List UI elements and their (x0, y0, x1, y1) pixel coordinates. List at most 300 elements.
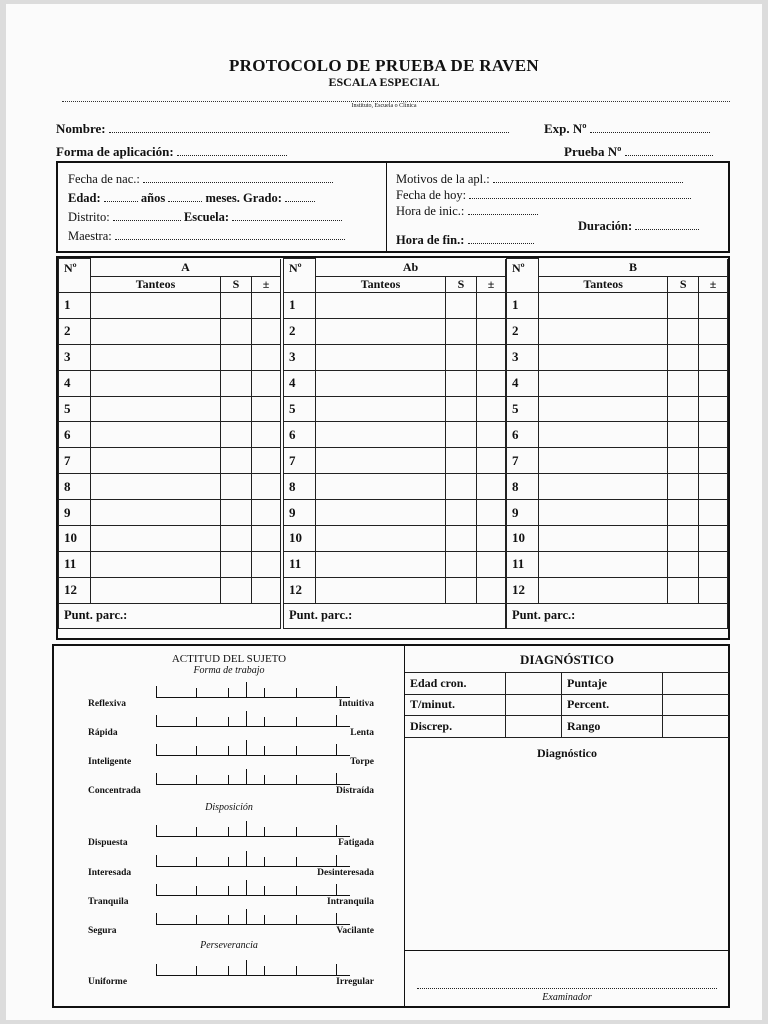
row-number: 12 (507, 577, 539, 603)
motivos-label: Motivos de la apl.: (396, 172, 490, 186)
answer-row (59, 500, 281, 526)
tanteos-header: Tanteos (91, 277, 221, 293)
scale-tick (246, 851, 247, 867)
scale-right-label: Lenta (350, 728, 374, 738)
answer-row (284, 448, 506, 474)
s-cell[interactable] (221, 474, 252, 500)
maestra-field[interactable] (68, 229, 345, 244)
pm-cell[interactable] (699, 422, 728, 448)
pm-cell[interactable] (252, 500, 281, 526)
pm-cell[interactable] (699, 551, 728, 577)
pm-cell[interactable] (477, 318, 506, 344)
answer-row (59, 293, 281, 319)
edad-field[interactable] (68, 191, 315, 206)
attitude-scale-3[interactable] (156, 769, 350, 785)
s-cell[interactable] (668, 500, 699, 526)
s-cell[interactable] (446, 500, 477, 526)
forma-field[interactable] (56, 144, 287, 160)
s-cell[interactable] (221, 526, 252, 552)
tanteos-cell[interactable] (316, 474, 446, 500)
scale-tick (228, 857, 229, 867)
scale-tick (196, 915, 197, 925)
series-header: Ab (316, 259, 506, 277)
scale-tick (296, 746, 297, 756)
row-number: 11 (59, 551, 91, 577)
answer-row (59, 318, 281, 344)
pm-cell[interactable] (252, 318, 281, 344)
tanteos-cell[interactable] (538, 577, 667, 603)
rango-cell[interactable] (663, 716, 730, 738)
s-cell[interactable] (668, 293, 699, 319)
pm-header: ± (699, 277, 728, 293)
attitude-scale-8[interactable] (156, 960, 350, 976)
answer-row (59, 448, 281, 474)
pm-cell[interactable] (252, 344, 281, 370)
discrep-cell[interactable] (506, 716, 562, 738)
row-number: 11 (507, 551, 539, 577)
scale-tick (264, 857, 265, 867)
exp-label: Exp. Nº (544, 121, 587, 136)
answer-block-1 (283, 258, 506, 629)
pm-cell[interactable] (252, 474, 281, 500)
maestra-dots (115, 229, 345, 240)
tanteos-cell[interactable] (91, 293, 221, 319)
tanteos-cell[interactable] (91, 474, 221, 500)
scale-left-label: Segura (88, 926, 117, 936)
row-number: 12 (59, 577, 91, 603)
scale-line (156, 755, 350, 756)
punt-row (507, 603, 728, 628)
s-cell[interactable] (668, 344, 699, 370)
s-cell[interactable] (668, 448, 699, 474)
pm-cell[interactable] (699, 396, 728, 422)
anos-label: años (140, 191, 166, 205)
tanteos-cell[interactable] (538, 370, 667, 396)
hora-inic-dots (468, 204, 538, 215)
attitude-scale-0[interactable] (156, 682, 350, 698)
s-cell[interactable] (221, 422, 252, 448)
s-cell[interactable] (668, 370, 699, 396)
tanteos-cell[interactable] (91, 448, 221, 474)
scale-tick (336, 913, 337, 925)
scale-right-label: Irregular (336, 977, 374, 987)
pm-cell[interactable] (252, 396, 281, 422)
answer-row (507, 370, 728, 396)
hora-inic-field[interactable] (396, 204, 538, 219)
tanteos-cell[interactable] (91, 344, 221, 370)
num-header: Nº (507, 259, 539, 293)
tanteos-cell[interactable] (538, 526, 667, 552)
tanteos-cell[interactable] (91, 396, 221, 422)
diag-row-1 (405, 673, 729, 695)
scale-tick (246, 821, 247, 837)
tanteos-cell[interactable] (316, 344, 446, 370)
fecha-hoy-label: Fecha de hoy: (396, 188, 467, 202)
scale-tick (296, 915, 297, 925)
s-cell[interactable] (221, 577, 252, 603)
s-cell[interactable] (446, 551, 477, 577)
pm-cell[interactable] (477, 474, 506, 500)
attitude-scale-6[interactable] (156, 880, 350, 896)
answer-row (507, 500, 728, 526)
answer-grid (56, 256, 730, 640)
attitude-scale-5[interactable] (156, 851, 350, 867)
row-number: 6 (507, 422, 539, 448)
attitude-panel (54, 646, 404, 1006)
answer-row (507, 344, 728, 370)
edad-label: Edad: (68, 191, 101, 205)
attitude-scale-1[interactable] (156, 711, 350, 727)
row-number: 3 (507, 344, 539, 370)
s-cell[interactable] (668, 318, 699, 344)
s-cell[interactable] (668, 551, 699, 577)
block-header-row (59, 259, 281, 277)
s-cell[interactable] (221, 370, 252, 396)
scale-tick (336, 855, 337, 867)
scale-tick (336, 744, 337, 756)
tanteos-cell[interactable] (316, 318, 446, 344)
distrito-label: Distrito: (68, 210, 110, 224)
scale-tick (196, 857, 197, 867)
tanteos-cell[interactable] (538, 318, 667, 344)
tanteos-cell[interactable] (91, 577, 221, 603)
scale-tick (246, 711, 247, 727)
pm-cell[interactable] (252, 370, 281, 396)
punt-parc-cell[interactable]: Punt. parc.: (284, 603, 506, 628)
scale-tick (336, 884, 337, 896)
scale-tick (264, 717, 265, 727)
punt-parc-cell[interactable]: Punt. parc.: (59, 603, 281, 628)
pm-cell[interactable] (477, 293, 506, 319)
pm-header: ± (477, 277, 506, 293)
num-header: Nº (284, 259, 316, 293)
escuela-label: Escuela: (183, 210, 230, 224)
distrito-field[interactable] (68, 210, 342, 225)
scale-line (156, 866, 350, 867)
scale-tick (228, 886, 229, 896)
s-cell[interactable] (446, 448, 477, 474)
s-cell[interactable] (221, 293, 252, 319)
answer-row (507, 318, 728, 344)
nombre-dots (109, 122, 509, 133)
info-box (56, 161, 730, 253)
pm-cell[interactable] (477, 551, 506, 577)
row-number: 6 (284, 422, 316, 448)
tanteos-cell[interactable] (538, 500, 667, 526)
tanteos-cell[interactable] (91, 551, 221, 577)
pm-cell[interactable] (252, 448, 281, 474)
scale-left-label: Concentrada (88, 786, 141, 796)
answer-row (59, 344, 281, 370)
answer-row (59, 577, 281, 603)
t-minut-cell[interactable] (506, 694, 562, 716)
hora-inic-label: Hora de inic.: (396, 204, 465, 218)
diagnostic-table (405, 672, 729, 738)
meses-grado-label: meses. Grado: (205, 191, 282, 205)
tanteos-cell[interactable] (316, 526, 446, 552)
pm-cell[interactable] (252, 293, 281, 319)
s-cell[interactable] (668, 526, 699, 552)
tanteos-cell[interactable] (538, 422, 667, 448)
answer-row (284, 577, 506, 603)
scale-tick (246, 880, 247, 896)
pm-cell[interactable] (252, 577, 281, 603)
row-number: 4 (284, 370, 316, 396)
edad-cron-cell[interactable] (506, 673, 562, 695)
institution-field[interactable] (62, 101, 730, 102)
scale-tick (228, 966, 229, 976)
s-cell[interactable] (221, 500, 252, 526)
scale-tick (196, 717, 197, 727)
scale-tick (264, 688, 265, 698)
s-cell[interactable] (446, 422, 477, 448)
tanteos-cell[interactable] (91, 370, 221, 396)
row-number: 7 (59, 448, 91, 474)
tanteos-cell[interactable] (91, 526, 221, 552)
s-header: S (446, 277, 477, 293)
page-title: PROTOCOLO DE PRUEBA DE RAVEN (228, 56, 540, 75)
scale-right-label: Intuitiva (338, 699, 374, 709)
row-number: 3 (59, 344, 91, 370)
row-number: 10 (284, 526, 316, 552)
scale-tick (264, 746, 265, 756)
row-number: 2 (59, 318, 91, 344)
scale-tick (156, 913, 157, 925)
diagnostico-text-area[interactable] (405, 764, 729, 950)
answer-row (59, 370, 281, 396)
pm-cell[interactable] (699, 526, 728, 552)
pm-cell[interactable] (477, 526, 506, 552)
info-divider (386, 163, 387, 251)
pm-header: ± (252, 277, 281, 293)
row-number: 5 (507, 396, 539, 422)
pm-cell[interactable] (477, 396, 506, 422)
scale-line (156, 784, 350, 785)
scale-tick (246, 769, 247, 785)
scale-tick (296, 827, 297, 837)
scale-tick (196, 775, 197, 785)
tanteos-cell[interactable] (316, 448, 446, 474)
motivos-dots (493, 172, 683, 183)
block-header-row (507, 259, 728, 277)
answer-row (284, 422, 506, 448)
pm-cell[interactable] (477, 577, 506, 603)
scale-tick (336, 964, 337, 976)
answer-row (59, 422, 281, 448)
s-cell[interactable] (668, 577, 699, 603)
prueba-dots (625, 145, 713, 156)
scale-tick (296, 886, 297, 896)
scale-line (156, 836, 350, 837)
scale-tick (156, 825, 157, 837)
pm-cell[interactable] (477, 500, 506, 526)
scale-tick (296, 857, 297, 867)
s-header: S (221, 277, 252, 293)
s-cell[interactable] (221, 396, 252, 422)
scale-tick (156, 715, 157, 727)
pm-cell[interactable] (477, 448, 506, 474)
scale-tick (264, 966, 265, 976)
tanteos-cell[interactable] (91, 500, 221, 526)
tanteos-cell[interactable] (316, 293, 446, 319)
scale-tick (296, 775, 297, 785)
scale-tick (296, 717, 297, 727)
s-cell[interactable] (221, 318, 252, 344)
scale-tick (336, 825, 337, 837)
motivos-field[interactable] (396, 172, 683, 187)
answer-row (507, 396, 728, 422)
tanteos-cell[interactable] (91, 318, 221, 344)
hora-fin-dots (468, 233, 534, 244)
s-cell[interactable] (446, 344, 477, 370)
pm-cell[interactable] (477, 422, 506, 448)
scale-tick (264, 775, 265, 785)
examinador-line[interactable] (417, 988, 717, 989)
forma-dots (177, 145, 287, 156)
answer-row (507, 293, 728, 319)
scale-left-label: Reflexiva (88, 699, 126, 709)
tanteos-cell[interactable] (538, 293, 667, 319)
pm-cell[interactable] (252, 551, 281, 577)
answer-row (59, 474, 281, 500)
s-cell[interactable] (221, 551, 252, 577)
series-header: A (91, 259, 281, 277)
scale-right-label: Distraída (336, 786, 374, 796)
answer-row (284, 526, 506, 552)
scale-right-label: Desinteresada (317, 868, 374, 878)
scale-right-label: Vacilante (336, 926, 374, 936)
tanteos-cell[interactable] (316, 500, 446, 526)
block-subheader-row (284, 277, 506, 293)
row-number: 8 (284, 474, 316, 500)
s-cell[interactable] (221, 344, 252, 370)
row-number: 9 (59, 500, 91, 526)
pm-cell[interactable] (477, 344, 506, 370)
nombre-label: Nombre: (56, 121, 106, 136)
tanteos-cell[interactable] (91, 422, 221, 448)
row-number: 6 (59, 422, 91, 448)
scale-tick (196, 966, 197, 976)
tanteos-cell[interactable] (316, 551, 446, 577)
tanteos-cell[interactable] (538, 474, 667, 500)
answer-row (284, 551, 506, 577)
s-cell[interactable] (446, 474, 477, 500)
fecha-hoy-field[interactable] (396, 188, 691, 203)
tanteos-cell[interactable] (316, 577, 446, 603)
fecha-nac-field[interactable] (68, 172, 333, 187)
s-cell[interactable] (446, 526, 477, 552)
pm-cell[interactable] (477, 370, 506, 396)
punt-row (59, 603, 281, 628)
tanteos-cell[interactable] (538, 396, 667, 422)
punt-parc-cell[interactable]: Punt. parc.: (507, 603, 728, 628)
distrito-dots (113, 210, 181, 221)
scale-tick (156, 884, 157, 896)
scale-tick (156, 773, 157, 785)
scale-tick (228, 717, 229, 727)
answer-row (59, 526, 281, 552)
s-cell[interactable] (446, 396, 477, 422)
scale-tick (196, 746, 197, 756)
attitude-scale-2[interactable] (156, 740, 350, 756)
scale-left-label: Uniforme (88, 977, 128, 987)
s-cell[interactable] (668, 474, 699, 500)
scale-tick (296, 688, 297, 698)
pm-cell[interactable] (699, 500, 728, 526)
scale-left-label: Inteligente (88, 757, 132, 767)
pm-cell[interactable] (252, 422, 281, 448)
edad-dots (104, 191, 138, 202)
puntaje-label: Puntaje (562, 673, 663, 695)
answer-row (59, 551, 281, 577)
forma-label: Forma de aplicación: (56, 144, 174, 159)
nombre-field[interactable] (56, 121, 509, 137)
answer-row (507, 422, 728, 448)
exp-field[interactable] (544, 121, 710, 137)
s-cell[interactable] (446, 577, 477, 603)
bottom-section (52, 644, 730, 1008)
percent-cell[interactable] (663, 694, 730, 716)
puntaje-cell[interactable] (663, 673, 730, 695)
scale-tick (264, 915, 265, 925)
grado-dots (285, 191, 315, 202)
pm-cell[interactable] (699, 293, 728, 319)
row-number: 1 (507, 293, 539, 319)
answer-row (284, 474, 506, 500)
s-cell[interactable] (668, 422, 699, 448)
pm-cell[interactable] (252, 526, 281, 552)
pm-cell[interactable] (699, 448, 728, 474)
s-cell[interactable] (446, 293, 477, 319)
scale-tick (156, 855, 157, 867)
answer-row (284, 318, 506, 344)
pm-cell[interactable] (699, 474, 728, 500)
tanteos-cell[interactable] (538, 344, 667, 370)
scale-tick (228, 746, 229, 756)
prueba-field[interactable] (564, 144, 713, 160)
row-number: 10 (507, 526, 539, 552)
pm-cell[interactable] (699, 344, 728, 370)
hora-fin-label: Hora de fin.: (396, 233, 465, 247)
attitude-scale-7[interactable] (156, 909, 350, 925)
tanteos-cell[interactable] (538, 551, 667, 577)
tanteos-cell[interactable] (538, 448, 667, 474)
pm-cell[interactable] (699, 370, 728, 396)
fecha-nac-label: Fecha de nac.: (68, 172, 140, 186)
scale-left-label: Rápida (88, 728, 118, 738)
tanteos-cell[interactable] (316, 422, 446, 448)
tanteos-cell[interactable] (316, 396, 446, 422)
scale-tick (264, 827, 265, 837)
answer-row (507, 551, 728, 577)
hora-fin-field[interactable] (396, 233, 534, 248)
duracion-field[interactable] (578, 219, 699, 234)
row-number: 7 (284, 448, 316, 474)
scale-tick (264, 886, 265, 896)
s-cell[interactable] (446, 318, 477, 344)
pm-cell[interactable] (699, 577, 728, 603)
row-number: 3 (284, 344, 316, 370)
tanteos-cell[interactable] (316, 370, 446, 396)
pm-cell[interactable] (699, 318, 728, 344)
s-cell[interactable] (221, 448, 252, 474)
scale-line (156, 697, 350, 698)
attitude-scale-4[interactable] (156, 821, 350, 837)
row-number: 4 (507, 370, 539, 396)
s-cell[interactable] (446, 370, 477, 396)
edad-cron-label: Edad cron. (405, 673, 506, 695)
s-cell[interactable] (668, 396, 699, 422)
